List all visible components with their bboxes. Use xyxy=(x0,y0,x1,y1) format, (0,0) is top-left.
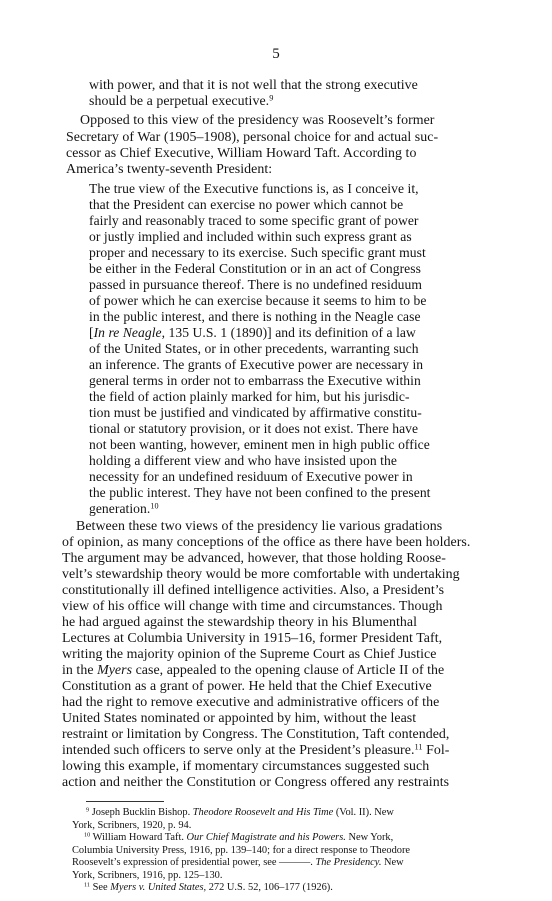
quote-line: be either in the Federal Constitution or in an act of Congress xyxy=(89,261,421,276)
text-line: restraint or limitation by Congress. The Constitution, Taft contended, xyxy=(62,727,450,742)
quote-line: of the United States, or in other precedents, warranting such xyxy=(89,341,419,356)
text-line: with power, and that it is not well that the strong executive xyxy=(89,78,418,93)
footnote-ref-9: 9 xyxy=(269,93,274,103)
text-line: lowing this example, if momentary circumstances suggested such xyxy=(62,759,430,774)
quote-line: The true view of the Executive functions is, as I conceive it, xyxy=(89,181,419,196)
text-line: view of his office will change with time and circumstances. Though xyxy=(62,599,443,614)
quote-line: in the public interest, and there is nothing in the Neagle case xyxy=(89,309,421,324)
case-name: In re Neagle xyxy=(93,325,162,340)
text-line: in the Myers case, appealed to the opening clause of Article II of the xyxy=(62,663,445,678)
quote-line: passed in pursuance thereof. There is no undefined residuum xyxy=(89,277,423,292)
footnote-line: Roosevelt’s expression of presidential power, see ———. The Presidency. New xyxy=(72,857,404,868)
text-line: writing the majority opinion of the Supreme Court as Chief Justice xyxy=(62,647,437,662)
footnote-marker: 11 xyxy=(84,881,91,889)
text-line: Opposed to this view of the presidency was Roosevelt’s former xyxy=(80,113,435,128)
text-line: Between these two views of the presidency lie various gradations xyxy=(76,519,443,534)
text-line: The argument may be advanced, however, that those holding Roose- xyxy=(62,551,446,566)
quote-line: necessity for an undefined residuum of Executive power in xyxy=(89,469,413,484)
quote-line: generation.$^{10}$ xyxy=(89,501,159,516)
footnote-10: $^{10}$ William Howard Taft. Our Chief Magistrate and his Powers. New York, xyxy=(84,831,394,843)
quote-line: holding a different view and who have insisted upon the xyxy=(89,453,397,468)
quote-line: tional or statutory provision, or it does not exist. There have xyxy=(89,421,419,436)
case-name: Myers xyxy=(97,663,133,678)
quote-line: [In re Neagle, 135 U.S. 1 (1890)] and its definition of a law xyxy=(89,325,416,340)
quote-line: fairly and reasonably traced to some specific grant of power xyxy=(89,213,419,228)
text-line: America’s twenty-seventh President: xyxy=(66,162,273,177)
page-number: 5 xyxy=(272,46,280,62)
quote-line: general terms in order not to embarrass the Executive within xyxy=(89,373,421,388)
text-line: Secretary of War (1905–1908), personal choice for and actual suc- xyxy=(66,130,439,145)
text-line: he had argued against the stewardship theory in his Blumenthal xyxy=(62,615,418,630)
footnote-9: $^9$ Joseph Bucklin Bishop. Theodore Roosevelt and His Time (Vol. II). New xyxy=(86,806,394,818)
footnote-marker: 10 xyxy=(84,831,91,839)
footnote-11: $^{11}$ See Myers v. United States, 272 U.S. 52, 106–177 (1926). xyxy=(84,881,333,893)
footnote-line: York, Scribners, 1916, pp. 125–130. xyxy=(72,870,223,881)
text-line: intended such officers to serve only at the President’s pleasure.$^{11}$ Fol- xyxy=(62,742,450,758)
quote-line: the field of action plainly marked for him, but his jurisdic- xyxy=(89,389,410,404)
footnote-marker: 9 xyxy=(86,806,90,814)
footnote-ref-10: 10 xyxy=(150,501,159,511)
text-line: velt’s stewardship theory would be more comfortable with undertaking xyxy=(62,567,460,582)
footnote-ref-11: 11 xyxy=(414,742,423,752)
quote-line: the public interest. They have not been confined to the present xyxy=(89,485,431,500)
quote-line: proper and necessary to its exercise. Such specific grant must xyxy=(89,245,426,260)
text-line: action and neither the Constitution or Congress offered any restraints xyxy=(62,775,450,790)
footnote-line: Columbia University Press, 1916, pp. 139–140; for a direct response to Theodore xyxy=(72,845,411,856)
text-line: United States nominated or appointed by him, without the least xyxy=(62,711,417,726)
text-line: should be a perpetual executive.$^9$ xyxy=(89,93,274,109)
quote-line: not been wanting, however, eminent men in high public office xyxy=(89,437,430,452)
quote-line: an inference. The grants of Executive power are necessary in xyxy=(89,357,424,372)
text-line: Constitution as a grant of power. He held that the Chief Executive xyxy=(62,679,432,694)
quote-line: tion must be justified and vindicated by affirmative constitu- xyxy=(89,405,422,420)
text-line: cessor as Chief Executive, William Howard Taft. According to xyxy=(66,146,417,161)
text-line: of opinion, as many conceptions of the office as there have been holders. xyxy=(62,535,471,550)
quote-line: that the President can exercise no power which cannot be xyxy=(89,197,404,212)
quote-line: or justly implied and included within such express grant as xyxy=(89,229,412,244)
footnote-divider xyxy=(86,801,164,802)
text-line: had the right to remove executive and administrative officers of the xyxy=(62,695,440,710)
text-line: constitutionally ill defined intelligence activities. Also, a President’s xyxy=(62,583,445,598)
footnote-line: York, Scribners, 1920, p. 94. xyxy=(72,820,192,831)
quote-line: of power which he can exercise because it seems to him to be xyxy=(89,293,427,308)
text-line: Lectures at Columbia University in 1915–16, former President Taft, xyxy=(62,631,443,646)
